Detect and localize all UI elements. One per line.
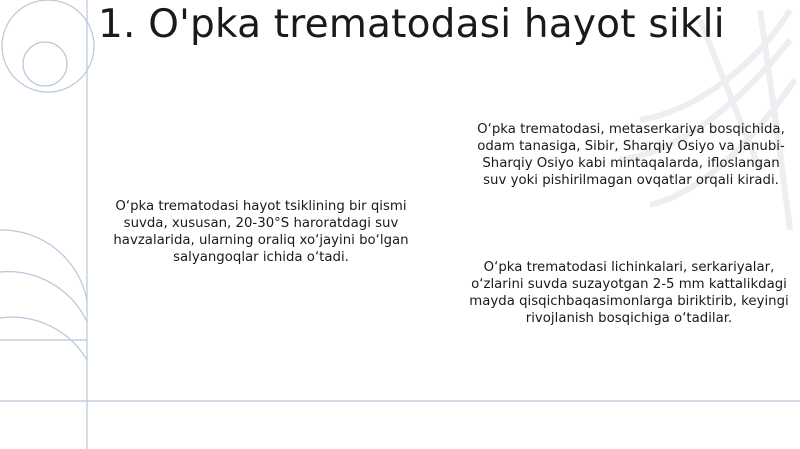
slide-title: 1. O'pka trematodasi hayot sikli <box>98 2 725 47</box>
arch-shape-middle <box>0 272 87 322</box>
paragraph-right-bottom: O‘pka trematodasi lichinkalari, serkariyalar, o‘zlarini suvda suzayotgan 2-5 mm kattalikdagi mayda qisqichbaqasimonlarga biriktirib, keyingi rivojlanish bosqichiga o‘tadilar. <box>469 260 789 326</box>
paragraph-left: O‘pka trematodasi hayot tsiklining bir qismi suvda, xususan, 20-30°S haroratdagi suv havzalarida, ularning oraliq xo‘jayini bo‘lgan salyangoqlar ichida o‘tadi. <box>113 199 409 265</box>
paragraph-right-top: O‘pka trematodasi, metaserkariya bosqichida, odam tanasiga, Sibir, Sharqiy Osiyo va Janubi-Sharqiy Osiyo kabi mintaqalarda, ifloslangan suv yoki pishirilmagan ovqatlar orqali kiradi. <box>477 122 785 188</box>
arch-shape-top <box>0 230 87 300</box>
arch-shape-bottom <box>0 317 87 360</box>
large-circle-shape <box>2 0 94 92</box>
small-circle-shape <box>23 42 67 86</box>
